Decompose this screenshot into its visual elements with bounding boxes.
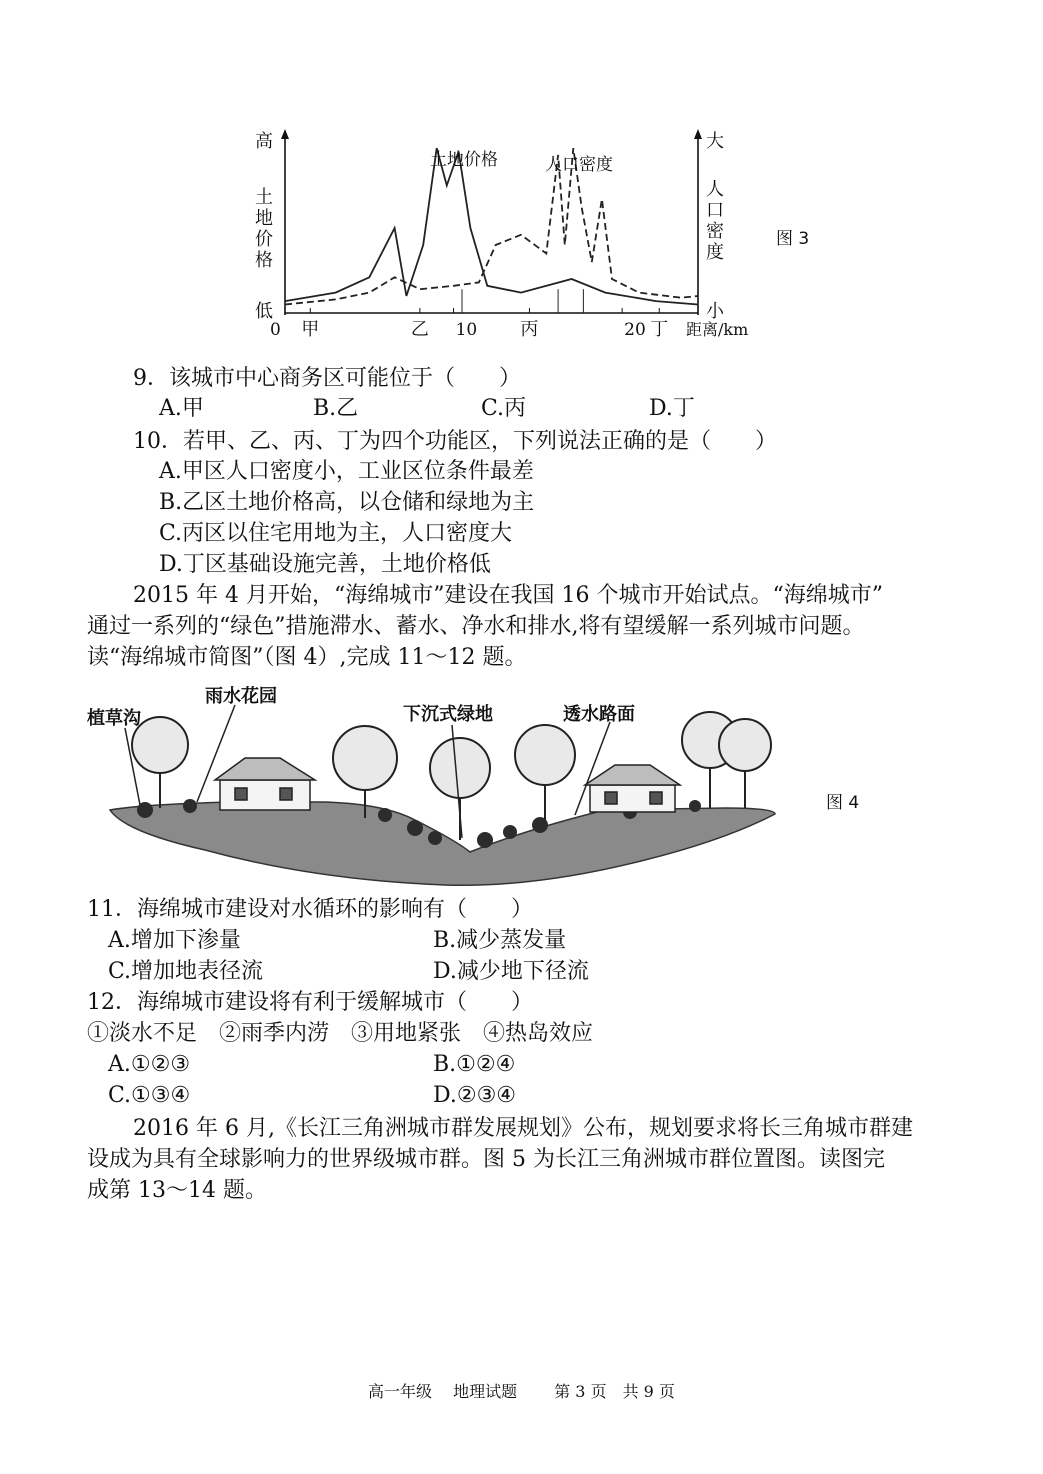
y-right-title-char: 口 xyxy=(706,200,724,221)
q9-option-b: B.乙 xyxy=(313,396,359,421)
y-left-title-char: 地 xyxy=(255,208,273,229)
y-right-title-char: 度 xyxy=(706,242,724,263)
q10-stem: 10．若甲、乙、丙、丁为四个功能区，下列说法正确的是（ ） xyxy=(133,429,777,454)
y-left-title-char: 价 xyxy=(255,229,273,250)
house-left xyxy=(215,758,315,810)
y-axis-right-arrow xyxy=(694,129,702,139)
y-left-top-label: 高 xyxy=(255,131,273,152)
x-place-label: 丙 xyxy=(520,319,539,340)
figure4-label: 图 4 xyxy=(826,793,860,813)
passage2-line3: 成第 13～14 题。 xyxy=(87,1178,267,1203)
figure3-chart xyxy=(240,125,760,345)
q11-option-d: D.减少地下径流 xyxy=(433,959,589,984)
q11-option-a: A.增加下渗量 xyxy=(108,928,241,953)
x-place-label: 乙 xyxy=(410,319,429,340)
q10-option-b: B.乙区土地价格高，以仓储和绿地为主 xyxy=(159,490,535,515)
q10-option-c: C.丙区以住宅用地为主，人口密度大 xyxy=(159,521,513,546)
figure4-illustration xyxy=(85,680,805,890)
x-tick-label: 10 xyxy=(455,320,478,340)
q12-items: ①淡水不足 ②雨季内涝 ③用地紧张 ④热岛效应 xyxy=(87,1021,594,1046)
x-axis-unit: 距离/km xyxy=(686,320,749,339)
series-label-population-density: 人口密度 xyxy=(545,155,613,175)
y-left-bottom-label: 低 xyxy=(255,301,273,322)
q12-option-a: A.①②③ xyxy=(108,1052,191,1077)
x-place-label: 丁 xyxy=(650,319,669,340)
passage1-line1: 2015 年 4 月开始，“海绵城市”建设在我国 16 个城市开始试点。“海绵城市” xyxy=(133,583,883,608)
y-right-title-char: 人 xyxy=(706,179,724,200)
series-label-land-price: 土地价格 xyxy=(430,150,498,170)
label-rain-garden: 雨水花园 xyxy=(205,686,277,707)
q12-option-b: B.①②④ xyxy=(433,1052,516,1077)
q10-option-a: A.甲区人口密度小，工业区位条件最差 xyxy=(159,459,534,484)
passage2-line1: 2016 年 6 月,《长江三角洲城市群发展规划》公布，规划要求将长三角城市群建 xyxy=(133,1116,913,1141)
q11-option-c: C.增加地表径流 xyxy=(108,959,264,984)
q9-option-d: D.丁 xyxy=(649,396,695,421)
y-left-title-char: 土 xyxy=(255,187,273,208)
q9-option-c: C.丙 xyxy=(481,396,527,421)
q11-option-b: B.减少蒸发量 xyxy=(433,928,567,953)
passage1-line2: 通过一系列的“绿色”措施滞水、蓄水、净水和排水,将有望缓解一系列城市问题。 xyxy=(87,614,865,639)
label-vegetated-swale: 植草沟 xyxy=(87,708,141,729)
q10-option-d: D.丁区基础设施完善，土地价格低 xyxy=(159,552,491,577)
series-population-density xyxy=(285,148,698,304)
ground-terrain xyxy=(110,802,775,885)
house-right xyxy=(585,765,680,812)
q11-stem: 11．海绵城市建设对水循环的影响有（ ） xyxy=(87,897,533,922)
q12-option-c: C.①③④ xyxy=(108,1083,191,1108)
y-axis-left-arrow xyxy=(281,129,289,139)
q9-option-a: A.甲 xyxy=(159,396,204,421)
q12-stem: 12．海绵城市建设将有利于缓解城市（ ） xyxy=(87,990,533,1015)
y-right-bottom-label: 小 xyxy=(706,301,724,322)
label-permeable-pavement: 透水路面 xyxy=(563,704,635,725)
label-sunken-greenland: 下沉式绿地 xyxy=(403,704,493,725)
y-left-title-char: 格 xyxy=(255,250,273,271)
x-tick-label: 20 xyxy=(624,320,646,340)
series-land-price xyxy=(285,148,698,304)
passage1-line3: 读“海绵城市简图”（图 4）,完成 11～12 题。 xyxy=(87,645,527,670)
x-tick-label: 0 xyxy=(270,320,281,340)
y-right-title-char: 密 xyxy=(706,221,724,242)
page-footer: 高一年级 地理试题 第 3 页 共 9 页 xyxy=(368,1382,675,1401)
passage2-line2: 设成为具有全球影响力的世界级城市群。图 5 为长江三角洲城市群位置图。读图完 xyxy=(87,1147,885,1172)
q12-option-d: D.②③④ xyxy=(433,1083,517,1108)
q9-stem: 9．该城市中心商务区可能位于（ ） xyxy=(133,366,521,391)
figure3-label: 图 3 xyxy=(776,229,810,249)
y-right-top-label: 大 xyxy=(706,131,724,152)
x-place-label: 甲 xyxy=(301,319,320,340)
